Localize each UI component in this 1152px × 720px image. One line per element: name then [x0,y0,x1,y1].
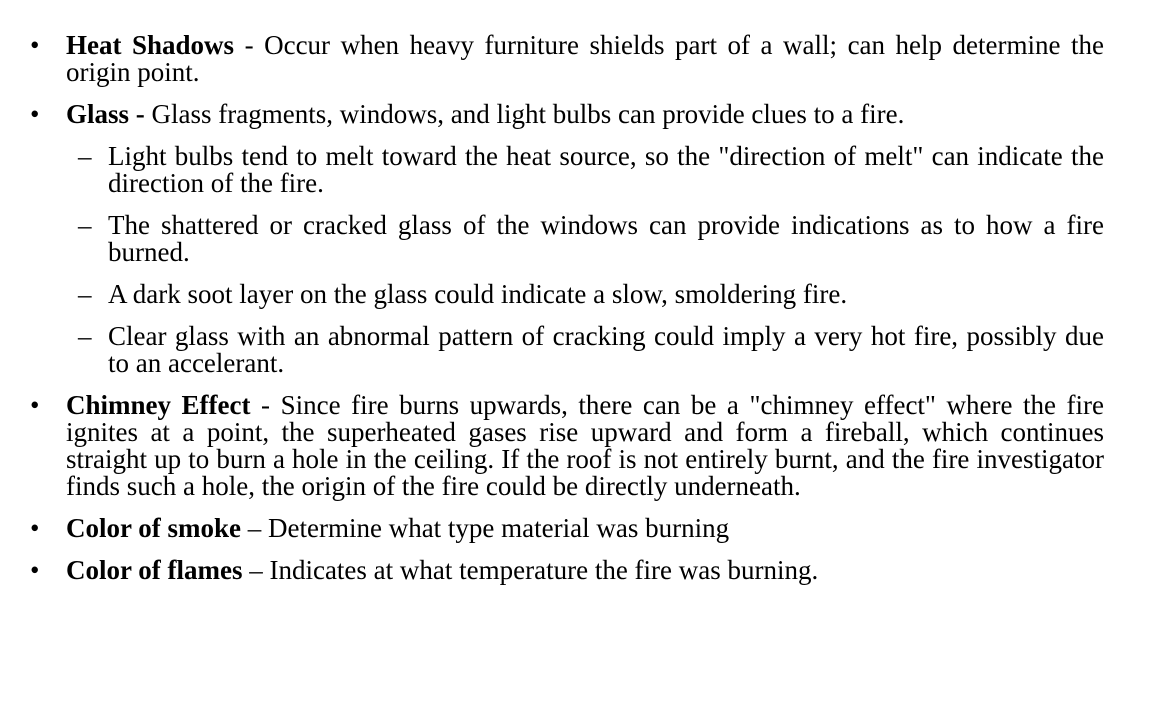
list-item-chimney-effect [30,392,1104,500]
item-text: Light bulbs tend to melt toward the heat source, so the "direction of melt" can indicate the direction of the fire. [108,141,1104,198]
item-term: Color of flames [66,555,243,585]
list-item-color-of-smoke [30,515,1104,542]
dash-marker: – [78,210,92,240]
item-term: Chimney Effect [66,390,251,420]
list-item-glass [30,101,1104,128]
sub-item-soot-layer [30,281,1104,308]
list-item-color-of-flames [30,557,1104,584]
item-term: Heat Shadows [66,30,235,60]
bullet-marker: • [30,513,40,543]
sub-item-clear-glass [30,323,1104,377]
list-item-heat-shadows [30,32,1104,86]
bullet-marker: • [30,30,40,60]
sub-item-light-bulbs [30,143,1104,197]
item-text: The shattered or cracked glass of the windows can provide indications as to how a fire burned. [108,210,1104,267]
item-text: - Occur when heavy furniture shields part of a wall; can help determine the origin point. [66,30,1105,87]
bullet-marker: • [30,555,40,585]
item-text: Glass fragments, windows, and light bulbs can provide clues to a fire. [144,99,905,129]
bullet-list [30,32,1104,599]
item-text: Clear glass with an abnormal pattern of cracking could imply a very hot fire, possibly due to an accelerant. [108,321,1104,378]
sub-item-shattered-glass [30,212,1104,266]
dash-marker: – [78,279,92,309]
item-term: Color of smoke [66,513,241,543]
item-text: – Indicates at what temperature the fire was burning. [242,555,819,585]
item-term: Glass - [66,99,145,129]
dash-marker: – [78,141,92,171]
item-text: - Since fire burns upwards, there can be a "chimney effect" where the fire ignites at a point, the superheated gases rise upward and form a fireball, which continues straight up to burn a hole in the ceiling. If the roof is not entirely burnt, and the fire investigator finds such a hole, the origin of the fire could be directly underneath. [66,390,1104,501]
item-text: – Determine what type material was burning [241,513,730,543]
item-text: A dark soot layer on the glass could indicate a slow, smoldering fire. [108,279,848,309]
bullet-marker: • [30,390,40,420]
bullet-marker: • [30,99,40,129]
dash-marker: – [78,321,92,351]
